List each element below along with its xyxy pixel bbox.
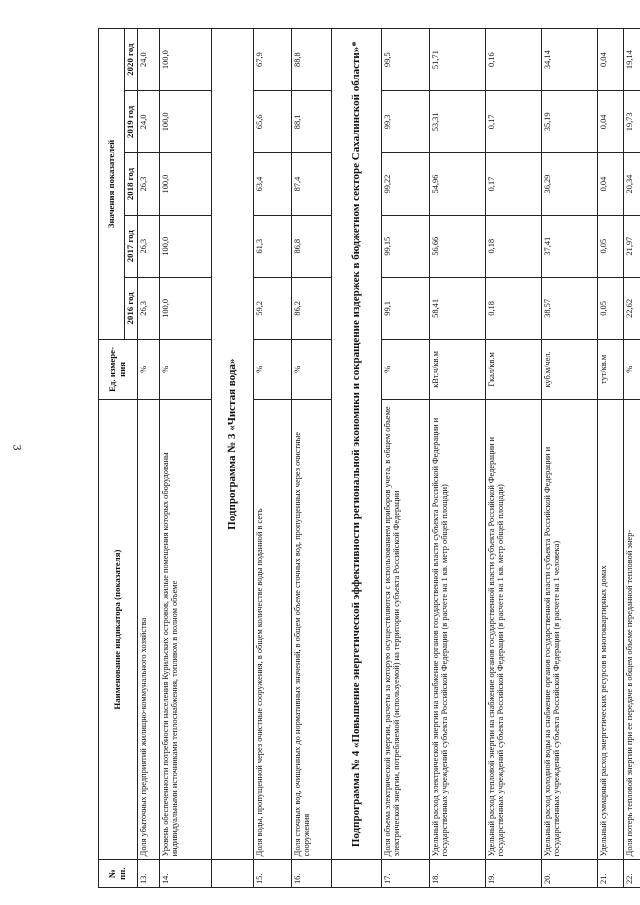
row-name: Удельный расход электрической энергии на снабжение органов государственной власти субъекта Российской Федерации и государственных учреждений субъекта Российской Федерации (в расчете на 1 кв. метр общей площади) (429, 399, 485, 860)
row-num: 21. (597, 860, 623, 888)
row-name: Уровень обеспеченности потребности населения Курильских островов, жилые помещения которых оборудованы индивидуальными источниками теплоснабжения, топливом в полном объеме (159, 399, 211, 860)
row-value: 0,17 (485, 153, 541, 215)
row-unit: % (291, 339, 331, 399)
section-row (331, 29, 381, 888)
row-value: 22,62 (623, 277, 640, 339)
row-unit: кВт.ч/кв.м (429, 339, 485, 399)
row-value: 54,96 (429, 153, 485, 215)
row-value: 0,04 (597, 29, 623, 91)
row-value: 26,3 (137, 277, 159, 339)
row-value: 19,14 (623, 29, 640, 91)
row-name: Удельный суммарный расход энергетических ресурсов в многоквартирных домах (597, 399, 623, 860)
header-num: № пп. (99, 860, 138, 888)
row-num: 17. (381, 860, 429, 888)
row-unit: % (137, 339, 159, 399)
row-name: Доля потерь тепловой энергии при ее передаче в общем объеме переданной тепловой энер- (623, 399, 640, 860)
row-unit: тут/кв.м (597, 339, 623, 399)
row-value: 26,3 (137, 153, 159, 215)
table-row (541, 29, 597, 888)
table-row (623, 29, 640, 888)
row-value: 0,05 (597, 215, 623, 277)
row-num: 13. (137, 860, 159, 888)
row-num: 22. (623, 860, 640, 888)
row-value: 58,41 (429, 277, 485, 339)
row-num: 18. (429, 860, 485, 888)
row-unit: % (381, 339, 429, 399)
row-value: 24,0 (137, 29, 159, 91)
row-value: 0,18 (485, 215, 541, 277)
row-value: 100,0 (159, 215, 211, 277)
row-value: 61,3 (253, 215, 291, 277)
row-value: 100,0 (159, 153, 211, 215)
row-value: 53,31 (429, 91, 485, 153)
row-value: 0,16 (485, 29, 541, 91)
section-title-3: Подпрограмма № 3 «Чистая вода» (211, 29, 253, 860)
table-row (485, 29, 541, 888)
row-value: 26,3 (137, 215, 159, 277)
row-value: 65,6 (253, 91, 291, 153)
row-value: 87,4 (291, 153, 331, 215)
indicator-table (98, 28, 640, 888)
table-row (291, 29, 331, 888)
header-year: 2017 год (125, 215, 138, 277)
row-value: 67,9 (253, 29, 291, 91)
row-num: 20. (541, 860, 597, 888)
row-unit: % (623, 339, 640, 399)
row-num: 16. (291, 860, 331, 888)
row-value: 99,1 (381, 277, 429, 339)
row-value: 36,29 (541, 153, 597, 215)
row-name: Доля объема электрической энергии, расчеты за которую осуществляются с использованием приборов учета, в общем объеме электрической энергии, потребляемой (используемой) на территории субъекта Российской Федерации (381, 399, 429, 860)
row-value: 0,04 (597, 91, 623, 153)
header-year: 2020 год (125, 29, 138, 91)
table-row (429, 29, 485, 888)
row-value: 0,18 (485, 277, 541, 339)
table-row (597, 29, 623, 888)
row-value: 0,17 (485, 91, 541, 153)
row-value: 100,0 (159, 91, 211, 153)
row-value: 99,5 (381, 29, 429, 91)
row-value: 56,66 (429, 215, 485, 277)
row-name: Удельный расход тепловой энергии на снабжение органов государственной власти субъекта Российской Федерации и государственных учреждений субъекта Российской Федерации (в расчете на 1 кв. метр общей площади) (485, 399, 541, 860)
indicator-table-rotated (98, 28, 634, 888)
header-year: 2018 год (125, 153, 138, 215)
row-unit: % (159, 339, 211, 399)
table-row (253, 29, 291, 888)
header-name: Наименование индикатора (показателя) (99, 399, 138, 860)
row-value: 37,41 (541, 215, 597, 277)
row-value: 38,57 (541, 277, 597, 339)
row-num: 15. (253, 860, 291, 888)
row-name: Удельный расход холодной воды на снабжение органов государственной власти субъекта Российской Федерации и государственных учреждений субъекта Российской Федерации (в расчете на 1 человека) (541, 399, 597, 860)
row-name: Доля убыточных предприятий жилищно-коммунального хозяйства (137, 399, 159, 860)
row-value: 59,2 (253, 277, 291, 339)
table-row (381, 29, 429, 888)
row-num: 19. (485, 860, 541, 888)
row-value: 99,3 (381, 91, 429, 153)
header-unit: Ед. измере-ния (99, 339, 138, 399)
row-value: 34,14 (541, 29, 597, 91)
row-name: Доля сточных вод, очищенных до нормативных значений, в общем объеме сточных вод, пропущенных через очистные сооружения (291, 399, 331, 860)
row-value: 0,05 (597, 277, 623, 339)
page-number: 3 (10, 444, 25, 451)
table-row (137, 29, 159, 888)
row-value: 86,2 (291, 277, 331, 339)
row-value: 19,73 (623, 91, 640, 153)
row-unit: Гкал/кв.м (485, 339, 541, 399)
row-value: 88,8 (291, 29, 331, 91)
row-value: 100,0 (159, 29, 211, 91)
row-value: 35,19 (541, 91, 597, 153)
row-value: 21,97 (623, 215, 640, 277)
table-row (159, 29, 211, 888)
header-year: 2019 год (125, 91, 138, 153)
section-title-4: Подпрограмма № 4 «Повышение энергетической эффективности региональной экономики и сокращение издержек в бюджетном секторе Сахалинской области»* (331, 29, 381, 860)
row-name: Доля воды, пропущенной через очистные сооружения, в общем количестве воды поданной в сеть (253, 399, 291, 860)
row-value: 86,8 (291, 215, 331, 277)
row-value: 88,1 (291, 91, 331, 153)
row-value: 0,04 (597, 153, 623, 215)
row-value: 99,22 (381, 153, 429, 215)
header-values-group: Значения показателей (99, 29, 125, 340)
row-unit: куб.м/чел. (541, 339, 597, 399)
section-row (211, 29, 253, 888)
row-value: 20,34 (623, 153, 640, 215)
row-value: 24,0 (137, 91, 159, 153)
row-unit: % (253, 339, 291, 399)
row-value: 99,15 (381, 215, 429, 277)
row-value: 100,0 (159, 277, 211, 339)
row-value: 63,4 (253, 153, 291, 215)
header-year: 2016 год (125, 277, 138, 339)
row-value: 51,71 (429, 29, 485, 91)
row-num: 14. (159, 860, 211, 888)
